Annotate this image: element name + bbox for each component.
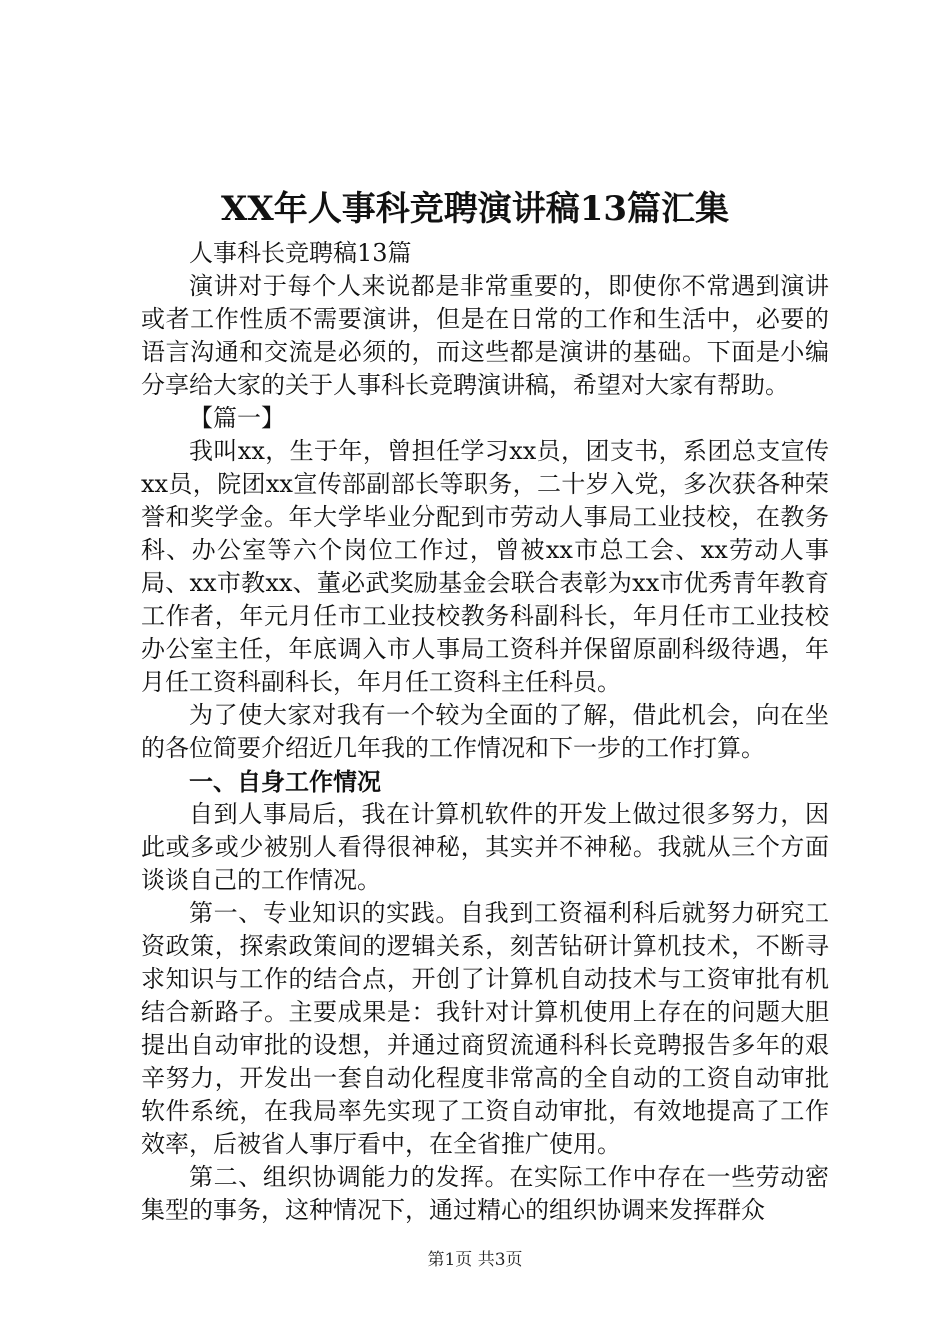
- professional-practice-paragraph: 第一、专业知识的实践。自我到工资福利科后就努力研究工资政策，探索政策间的逻辑关系，刻苦钻研计算机技术，不断寻求知识与工作的结合点，开创了计算机自动技术与工资审批有机结合新路子。主要成果是：我针对计算机使用上存在的问题大胆提出自动审批的设想，并通过商贸流通科科长竞聘报告多年的艰辛努力，开发出一套自动化程度非常高的全自动的工资自动审批软件系统，在我局率先实现了工资自动审批，有效地提高了工作效率，后被省人事厅看中，在全省推广使用。: [141, 899, 829, 1158]
- part-one-heading: 【篇一】: [189, 404, 285, 432]
- intro-paragraph: 演讲对于每个人来说都是非常重要的，即使你不常遇到演讲或者工作性质不需要演讲，但是在日常的工作和生活中，必要的语言沟通和交流是必须的，而这些都是演讲的基础。下面是小编分享给大家的关于人事科长竞聘演讲稿，希望对大家有帮助。: [141, 272, 829, 399]
- coordination-paragraph: 第二、组织协调能力的发挥。在实际工作中存在一些劳动密集型的事务，这种情况下，通过精心的组织协调来发挥群众: [141, 1163, 829, 1224]
- work-overview-paragraph: 自到人事局后，我在计算机软件的开发上做过很多努力，因此或多或少被别人看得很神秘，其实并不神秘。我就从三个方面谈谈自己的工作情况。: [141, 800, 829, 894]
- page-footer: 第1页 共3页: [427, 1250, 523, 1270]
- purpose-paragraph: 为了使大家对我有一个较为全面的了解，借此机会，向在坐的各位简要介绍近几年我的工作情况和下一步的工作打算。: [141, 701, 829, 762]
- section-heading: 一、自身工作情况: [189, 767, 381, 796]
- document-title: XX年人事科竞聘演讲稿13篇汇集: [220, 189, 730, 229]
- document-body: [141, 237, 829, 1227]
- subtitle-paragraph: 人事科长竞聘稿13篇: [189, 239, 412, 267]
- biography-paragraph: 我叫xx，生于年，曾担任学习xx员，团支书，系团总支宣传xx员，院团xx宣传部副部长等职务，二十岁入党，多次获各种荣誉和奖学金。年大学毕业分配到市劳动人事局工业技校，在教务科、办公室等六个岗位工作过，曾被xx市总工会、xx劳动人事局、xx市教xx、董必武奖励基金会联合表彰为xx市优秀青年教育工作者，年元月任市工业技校教务科副科长，年月任市工业技校办公室主任，年底调入市人事局工资科并保留原副科级待遇，年月任工资科副科长，年月任工资科主任科员。: [141, 437, 829, 696]
